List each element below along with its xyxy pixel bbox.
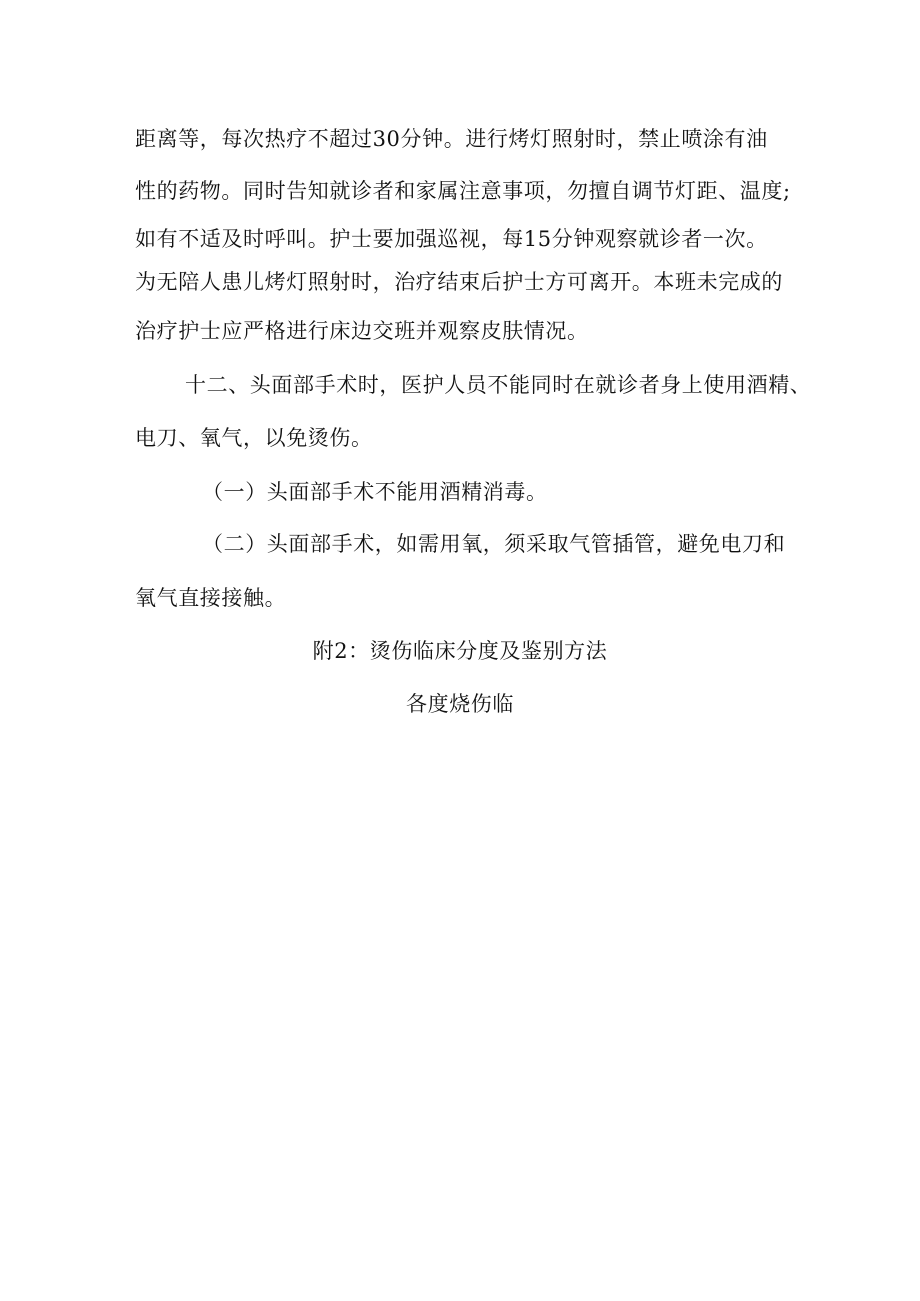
item-1: （一）头面部手术不能用酒精消毒。: [202, 480, 548, 504]
paragraph-line-5: 治疗护士应严格进行床边交班并观察皮肤情况。: [135, 319, 589, 343]
appendix-subtitle: 各度烧伤临: [406, 692, 514, 716]
paragraph-line-4: 为无陪人患儿烤灯照射时，治疗结束后护士方可离开。本班未完成的: [135, 270, 783, 294]
appendix-title: 附2：烫伤临床分度及鉴别方法: [312, 639, 608, 663]
paragraph-line-3: 如有不适及时呼叫。护士要加强巡视，每15分钟观察就诊者一次。: [135, 227, 768, 251]
section-12-line-1: 十二、头面部手术时，医护人员不能同时在就诊者身上使用酒精、: [185, 373, 812, 397]
paragraph-line-2: 性的药物。同时告知就诊者和家属注意事项，勿擅自调节灯距、温度;: [135, 179, 791, 203]
paragraph-line-1: 距离等，每次热疗不超过30分钟。进行烤灯照射时，禁止喷涂有油: [135, 127, 768, 151]
section-12-line-2: 电刀、氧气，以免烫伤。: [135, 426, 373, 450]
item-2-line-1: （二）头面部手术，如需用氧，须采取气管插管，避免电刀和: [202, 532, 786, 556]
item-2-line-2: 氧气直接接触。: [135, 586, 287, 610]
